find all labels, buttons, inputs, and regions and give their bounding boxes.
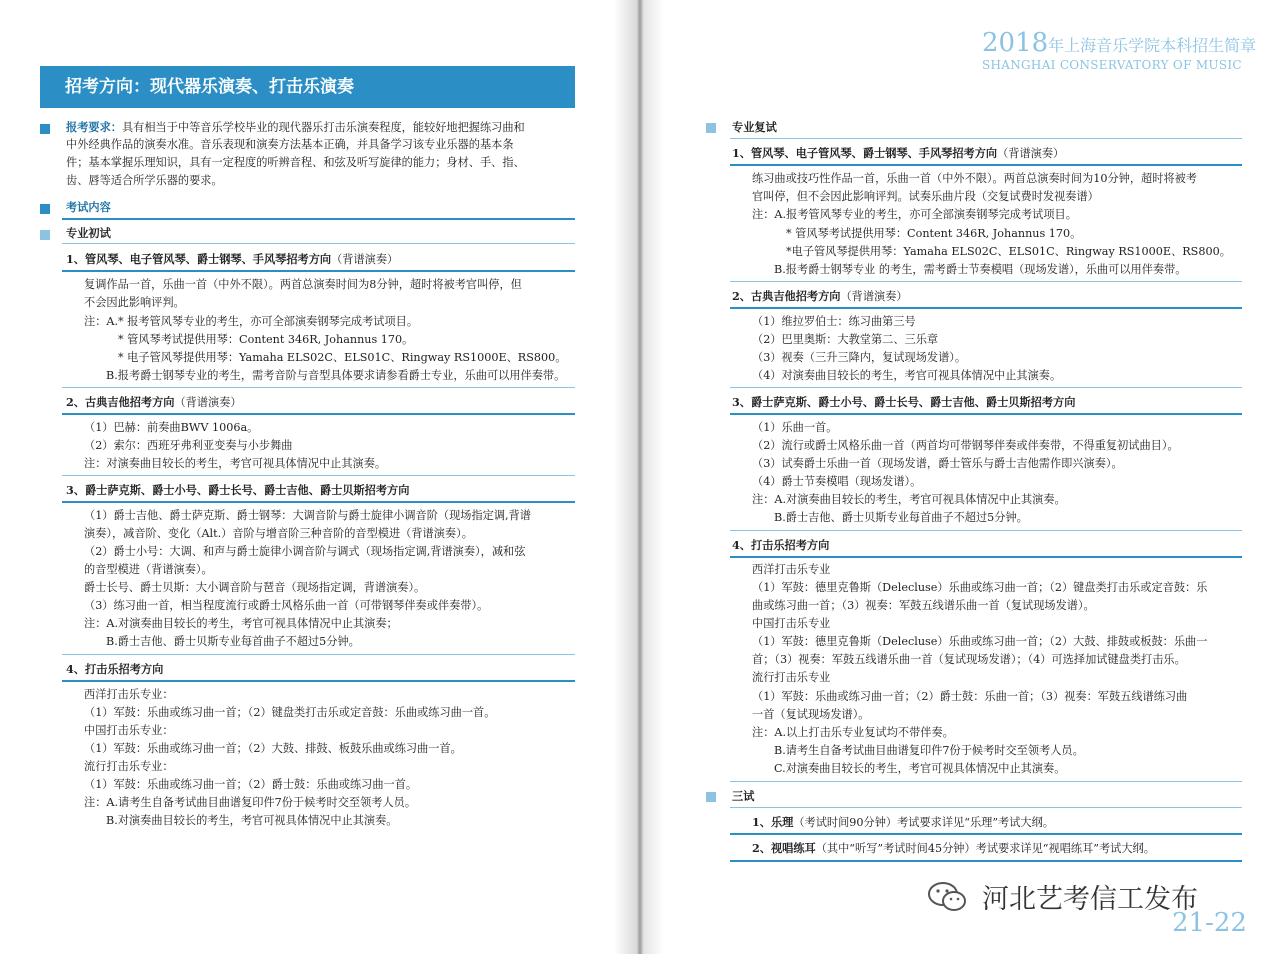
s4-line-4: （1）军鼓：乐曲或练习曲一首；（2）大鼓、排鼓、板鼓乐曲或练习曲一首。 (84, 742, 462, 755)
bullet-square-icon (40, 204, 50, 214)
r2-line-4: （4）对演奏曲目较长的考生，考官可视具体情况中止其演奏。 (752, 369, 1062, 382)
s2-line-3: 注：对演奏曲目较长的考生，考官可视具体情况中止其演奏。 (84, 457, 387, 470)
divider (62, 218, 575, 220)
divider (730, 860, 1242, 862)
r2-line-2: （2）巴里奥斯：大教堂第二、三乐章 (752, 333, 939, 346)
brochure-title (982, 28, 1256, 58)
divider (62, 475, 575, 476)
divider (62, 501, 575, 503)
divider (730, 556, 1242, 558)
r1-line-1: 练习曲或技巧性作品一首，乐曲一首（中外不限）。两首总演奏时间为10分钟，超时将被考 (752, 172, 1197, 185)
r-section-3-title: 3、爵士萨克斯、爵士小号、爵士长号、爵士吉他、爵士贝斯招考方向 (732, 395, 1076, 409)
s3-line-2: 演奏），减音阶、变化（Alt.）音阶与增音阶三种音阶的音型模进（背谱演奏）。 (84, 527, 473, 540)
brochure-title-text: 年上海音乐学院本科招生简章 (1048, 36, 1257, 55)
bullet-square-icon (40, 124, 50, 134)
watermark-text: 河北艺考信工发布 (982, 884, 1198, 915)
r4-line-11: B.请考生自备考试曲目曲谱复印件7份于候考时交至领考人员。 (774, 744, 1084, 757)
divider (62, 680, 575, 682)
bullet-square-icon (706, 792, 716, 802)
divider (62, 270, 575, 272)
s3-line-4: 的音型模进（背谱演奏）。 (84, 563, 213, 576)
divider (730, 387, 1242, 388)
music-theory-line: 1、乐理（考试时间90分钟）考试要求详见“乐理”考试大纲。 (752, 815, 1054, 829)
r3-line-3: （3）试奏爵士乐曲一首（现场发谱，爵士管乐与爵士吉他需作即兴演奏）。 (752, 457, 1123, 470)
section-4-title: 4、打击乐招考方向 (66, 662, 164, 676)
r4-line-3: 曲或练习曲一首；（3）视奏：军鼓五线谱乐曲一首（复试现场发谱）。 (752, 599, 1095, 612)
section-3-title: 3、爵士萨克斯、爵士小号、爵士长号、爵士吉他、爵士贝斯招考方向 (66, 483, 410, 497)
divider (62, 243, 575, 244)
s3-line-7: 注：A.对演奏曲目较长的考生，考官可视具体情况中止其演奏； (84, 617, 398, 630)
divider (62, 387, 575, 388)
wechat-icon (926, 880, 970, 914)
requirement-line-3: 件；基本掌握乐理知识，具有一定程度的听辨音程、和弦及听写旋律的能力；身材、手、指、 (66, 156, 525, 169)
divider (62, 413, 575, 415)
requirement-line-2: 中外经典作品的演奏水准。音乐表现和演奏方法基本正确，并具备学习该专业乐器的基本条 (66, 138, 514, 151)
s3-line-3: （2）爵士小号：大调、和声与爵士旋律小调音阶与调式（现场指定调,背谱演奏），减和弦 (84, 545, 526, 558)
brochure-year: 2018 (982, 28, 1049, 58)
r3-line-1: （1）乐曲一首。 (752, 421, 838, 434)
s1-line-2: 不会因此影响评判。 (84, 296, 185, 309)
r4-line-5: （1）军鼓：德里克鲁斯（Delecluse）乐曲或练习曲一首；（2）大鼓、排鼓或板鼓：乐曲一 (752, 635, 1208, 648)
bullet-square-icon (706, 123, 716, 133)
r1-line-6: B.报考爵士钢琴专业 的考生，需考爵士节奏模唱（现场发谱），乐曲可以用伴奏带。 (774, 263, 1187, 276)
r3-line-2: （2）流行或爵士风格乐曲一首（两首均可带钢琴伴奏或伴奏带，不得重复初试曲目）。 (752, 439, 1179, 452)
divider (730, 281, 1242, 282)
r3-line-6: B.爵士吉他、爵士贝斯专业每首曲子不超过5分钟。 (774, 511, 1028, 524)
s4-line-5: 流行打击乐专业： (84, 760, 174, 773)
third-exam-heading: 三试 (732, 789, 755, 803)
section-1-title: 1、管风琴、电子管风琴、爵士钢琴、手风琴招考方向（背谱演奏） (66, 252, 399, 266)
s3-line-6: （3）练习曲一首，相当程度流行或爵士风格乐曲一首（可带钢琴伴奏或伴奏带）。 (84, 599, 489, 612)
r4-line-7: 流行打击乐专业 (752, 671, 831, 684)
r3-line-5: 注：A.对演奏曲目较长的考生，考官可视具体情况中止其演奏。 (752, 493, 1066, 506)
solfege-line: 2、视唱练耳（其中“听写”考试时间45分钟）考试要求详见“视唱练耳”考试大纲。 (752, 841, 1155, 855)
divider (730, 413, 1242, 415)
requirement-label: 报考要求： (66, 120, 122, 134)
requirement-line-4: 齿、唇等适合所学乐器的要求。 (66, 174, 223, 187)
prelim-heading: 专业初试 (66, 226, 111, 240)
r-section-2-title: 2、古典吉他招考方向（背谱演奏） (732, 289, 908, 303)
s3-line-1: （1）爵士吉他、爵士萨克斯、爵士钢琴：大调音阶与爵士旋律小调音阶（现场指定调,背谱 (84, 509, 531, 522)
r4-line-10: 注：A.以上打击乐专业复试均不带伴奏。 (752, 726, 954, 739)
divider (730, 530, 1242, 531)
r1-line-3: 注：A.报考管风琴专业的考生，亦可全部演奏钢琴完成考试项目。 (752, 208, 1077, 221)
bullet-square-icon (40, 230, 50, 240)
s2-line-1: （1）巴赫：前奏曲BWV 1006a。 (84, 421, 259, 434)
r2-line-1: （1）维拉罗伯士：练习曲第三号 (752, 315, 916, 328)
divider (730, 807, 1242, 808)
page-number: 21-22 (1172, 908, 1247, 938)
divider (730, 307, 1242, 309)
s4-line-2: （1）军鼓：乐曲或练习曲一首；（2）键盘类打击乐或定音鼓：乐曲或练习曲一首。 (84, 706, 496, 719)
divider (730, 164, 1242, 166)
s1-line-1: 复调作品一首，乐曲一首（中外不限）。两首总演奏时间为8分钟，超时将被考官叫停，但 (84, 278, 522, 291)
r4-line-6: 首；（3）视奏：军鼓五线谱乐曲一首（复试现场发谱）；（4）可选择加试键盘类打击乐。 (752, 653, 1186, 666)
section-2-title: 2、古典吉他招考方向（背谱演奏） (66, 395, 242, 409)
r1-line-2: 官叫停，但不会因此影响评判。试奏乐曲片段（交复试费时发视奏谱） (752, 190, 1099, 203)
r4-line-2: （1）军鼓：德里克鲁斯（Delecluse）乐曲或练习曲一首；（2）键盘类打击乐或定音鼓：乐 (752, 581, 1208, 594)
s4-line-8: B.对演奏曲目较长的考生，考官可视具体情况中止其演奏。 (106, 814, 398, 827)
r1-line-5: *电子管风琴提供用琴：Yamaha ELS02C、ELS01C、Ringway RS1000E、RS800。 (786, 245, 1231, 258)
divider (730, 781, 1242, 782)
s4-line-3: 中国打击乐专业： (84, 724, 174, 737)
r1-line-4: * 管风琴考试提供用琴：Content 346R, Johannus 170。 (786, 227, 1082, 240)
s4-line-7: 注：A.请考生自备考试曲目曲谱复印件7份于候考时交至领考人员。 (84, 796, 417, 809)
r4-line-12: C.对演奏曲目较长的考生，考官可视具体情况中止其演奏。 (774, 762, 1066, 775)
s1-line-6: B.报考爵士钢琴专业的考生，需考音阶与音型具体要求请参看爵士专业，乐曲可以用伴奏带。 (106, 369, 566, 382)
s4-line-1: 西洋打击乐专业： (84, 688, 174, 701)
r4-line-1: 西洋打击乐专业 (752, 563, 831, 576)
divider (730, 138, 1242, 139)
r2-line-3: （3）视奏（三升三降内，复试现场发谱）。 (752, 351, 967, 364)
r-section-1-title: 1、管风琴、电子管风琴、爵士钢琴、手风琴招考方向（背谱演奏） (732, 146, 1065, 160)
section-banner: 招考方向：现代器乐演奏、打击乐演奏 (40, 66, 575, 108)
divider (62, 654, 575, 655)
s3-line-5: 爵士长号、爵士贝斯：大小调音阶与琶音（现场指定调，背谱演奏）。 (84, 581, 426, 594)
r4-line-9: 一首（复试现场发谱）。 (752, 708, 870, 721)
r4-line-4: 中国打击乐专业 (752, 617, 831, 630)
requirement-line-1: 报考要求：具有相当于中等音乐学校毕业的现代器乐打击乐演奏程度，能较好地把握练习曲和 (66, 120, 525, 134)
s1-line-4: * 管风琴考试提供用琴：Content 346R, Johannus 170。 (118, 333, 414, 346)
s2-line-2: （2）索尔：西班牙弗利亚变奏与小步舞曲 (84, 439, 293, 452)
exam-content-heading: 考试内容 (66, 200, 111, 214)
brochure-subtitle: SHANGHAI CONSERVATORY OF MUSIC (982, 58, 1242, 72)
s3-line-8: B.爵士吉他、爵士贝斯专业每首曲子不超过5分钟。 (106, 635, 360, 648)
retest-heading: 专业复试 (732, 120, 777, 134)
r3-line-4: （4）爵士节奏模唱（现场发谱）。 (752, 475, 922, 488)
r4-line-8: （1）军鼓：乐曲或练习曲一首；（2）爵士鼓：乐曲一首；（3）视奏：军鼓五线谱练习曲 (752, 690, 1188, 703)
s1-line-5: * 电子管风琴提供用琴：Yamaha ELS02C、ELS01C、Ringway RS1000E、RS800。 (118, 351, 567, 364)
r-section-4-title: 4、打击乐招考方向 (732, 538, 830, 552)
divider (730, 833, 1242, 835)
s4-line-6: （1）军鼓：乐曲或练习曲一首；（2）爵士鼓：乐曲或练习曲一首。 (84, 778, 418, 791)
s1-line-3: 注：A.* 报考管风琴专业的考生，亦可全部演奏钢琴完成考试项目。 (84, 315, 419, 328)
